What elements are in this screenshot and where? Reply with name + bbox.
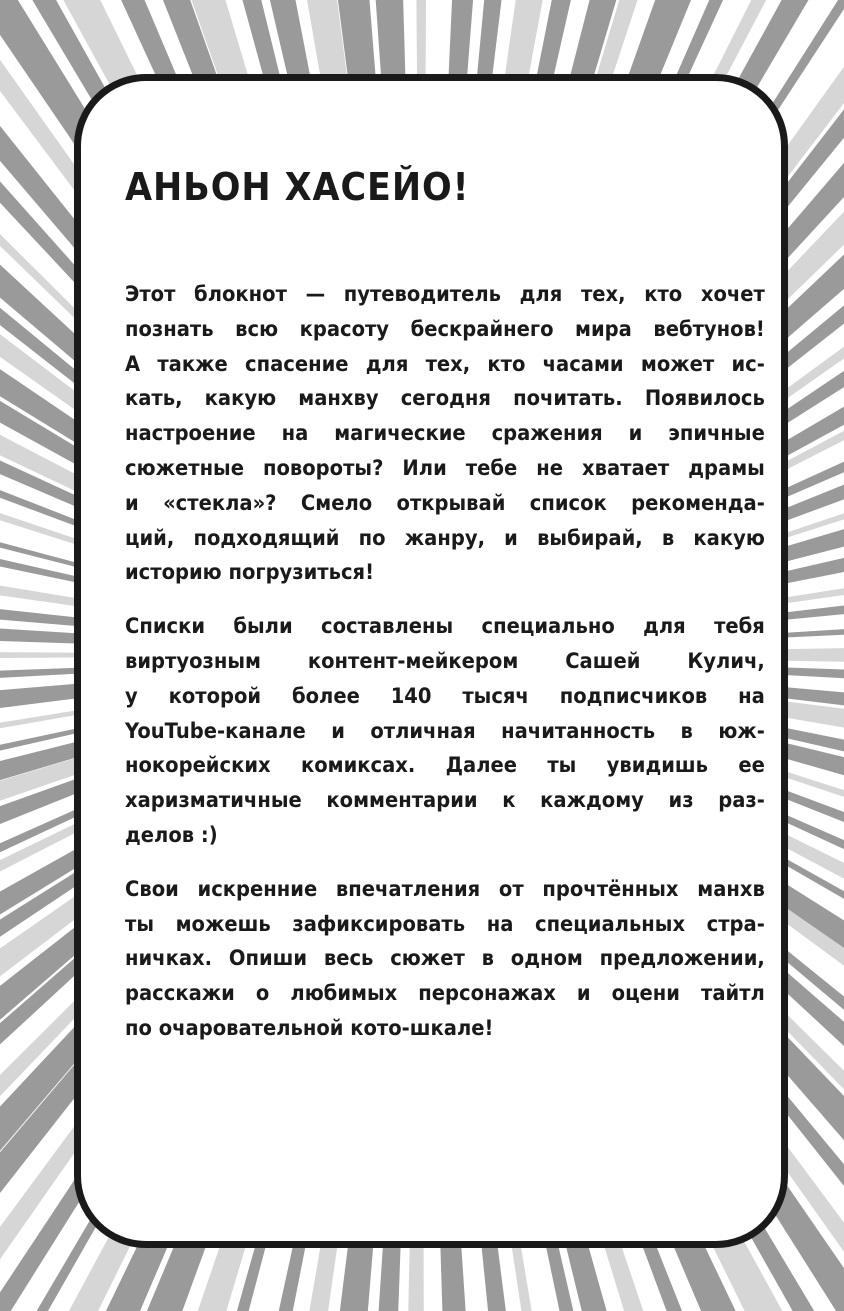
text-line: делов :) xyxy=(125,822,218,847)
text-line: YouTube-канале и отличная начитанность в юж- xyxy=(125,718,765,743)
text-line: Списки были составлены специально для тебя xyxy=(125,614,765,639)
text-line: харизматичные комментарии к каждому из раз- xyxy=(125,788,765,813)
text-line: нокорейских комиксах. Далее ты увидишь ее xyxy=(125,753,765,778)
text-line: А также спасение для тех, кто часами может ис- xyxy=(125,351,765,376)
body-text xyxy=(125,277,765,1065)
text-line: по очаровательной кото-шкале! xyxy=(125,1015,494,1040)
text-line: у которой более 140 тысяч подписчиков на xyxy=(125,683,765,708)
text-line: ты можешь зафиксировать на специальных стра- xyxy=(125,911,765,936)
text-line: Этот блокнот — путеводитель для тех, кто хочет xyxy=(125,282,765,306)
paragraph-author xyxy=(125,609,765,853)
page-title: АНЬОН ХАСЕЙО! xyxy=(125,165,470,209)
content-card xyxy=(74,74,788,1248)
text-line: познать всю красоту бескрайнего мира вебтунов! xyxy=(125,316,765,341)
text-line: кать, какую манхву сегодня почитать. Появилось xyxy=(125,386,765,411)
text-line: настроение на магические сражения и эпичные xyxy=(125,421,765,446)
text-line: ничках. Опиши весь сюжет в одном предложении, xyxy=(125,946,765,971)
paragraph-intro xyxy=(125,277,765,590)
text-line: и «стекла»? Смело открывай список рекоменда- xyxy=(125,490,765,515)
text-line: виртуозным контент-мейкером Сашей Кулич, xyxy=(125,648,765,673)
text-line: историю погрузиться! xyxy=(125,560,375,585)
text-line: Свои искренние впечатления от прочтённых манхв xyxy=(125,876,765,901)
text-line: расскажи о любимых персонажах и оцени тайтл xyxy=(125,981,765,1006)
paragraph-pages xyxy=(125,872,765,1046)
text-line: сюжетные повороты? Или тебе не хватает драмы xyxy=(125,455,765,480)
text-line: ций, подходящий по жанру, и выбирай, в какую xyxy=(125,525,765,550)
